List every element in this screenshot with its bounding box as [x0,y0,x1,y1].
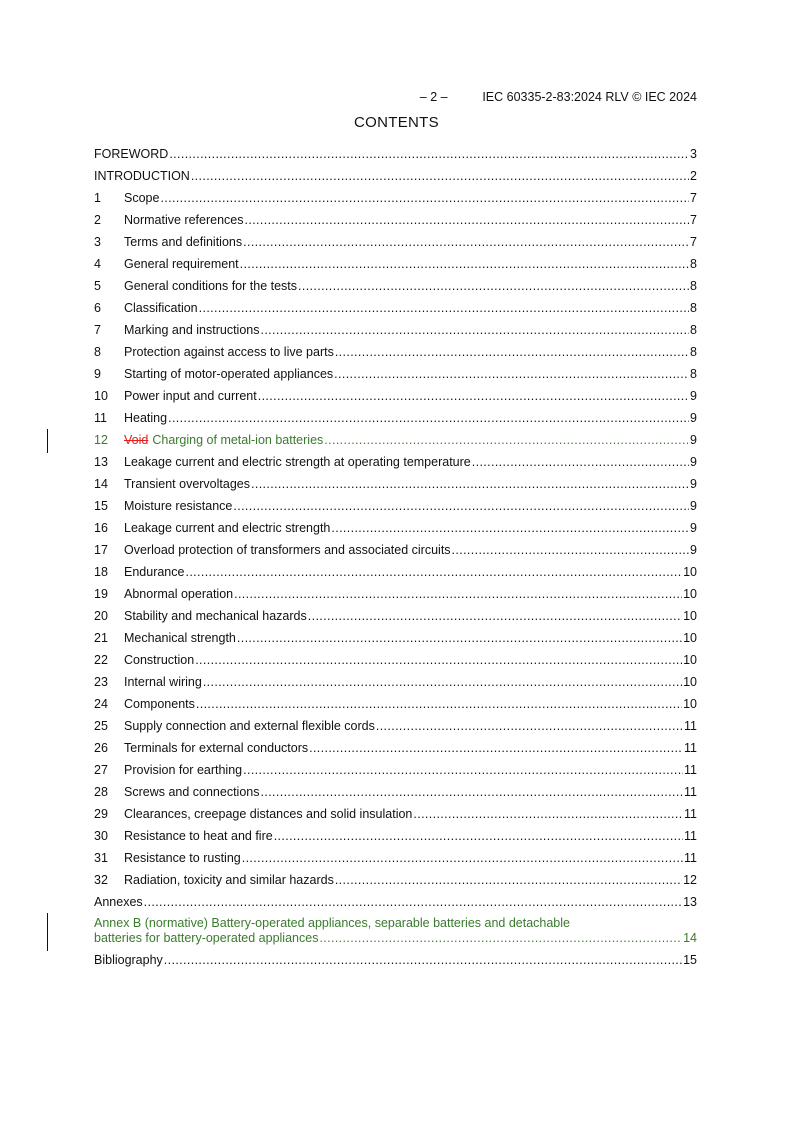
toc-label: FOREWORD [94,147,169,161]
toc-label: Power input and current [124,389,257,403]
toc-label: Endurance [124,565,185,579]
toc-page: 11 [684,719,697,733]
toc-label: Supply connection and external flexible cords [124,719,375,733]
toc-entry-clause[interactable] [94,652,697,674]
toc-label: Starting of motor-operated appliances [124,367,334,381]
clause-number: 8 [94,345,101,359]
toc-page: 9 [690,543,697,557]
toc-label: Overload protection of transformers and associated circuits [124,543,451,557]
table-of-contents [94,146,697,974]
dot-leader [324,432,689,448]
toc-entry-clause[interactable] [94,388,697,410]
dot-leader [413,806,683,822]
clause-number: 32 [94,873,108,887]
toc-label: Screws and connections [124,785,260,799]
dot-leader [169,146,689,162]
page-title: CONTENTS [354,114,439,131]
toc-label: Transient overvoltages [124,477,250,491]
toc-label: Provision for earthing [124,763,243,777]
toc-page: 8 [690,345,697,359]
toc-entry-clause[interactable] [94,366,697,388]
toc-page: 8 [690,301,697,315]
dot-leader [335,344,689,360]
dot-leader [185,564,682,580]
toc-entry-clause[interactable] [94,696,697,718]
toc-entry-clause[interactable] [94,234,697,256]
toc-page: 12 [683,873,697,887]
toc-page: 10 [683,675,697,689]
toc-entry-clause[interactable] [94,784,697,806]
toc-entry-clause[interactable] [94,278,697,300]
dot-leader [274,828,683,844]
toc-label: General conditions for the tests [124,279,298,293]
toc-entry-clause[interactable] [94,344,697,366]
clause-number: 2 [94,213,101,227]
toc-entry-clause[interactable] [94,608,697,630]
toc-page: 10 [683,565,697,579]
dot-leader [335,872,682,888]
toc-entry-annex-b[interactable] [94,916,697,946]
clause-number: 22 [94,653,108,667]
clause-number: 11 [94,411,107,425]
clause-number: 18 [94,565,108,579]
toc-page: 9 [690,499,697,513]
toc-label: Clearances, creepage distances and solid insulation [124,807,413,821]
clause-number: 3 [94,235,101,249]
toc-entry-clause[interactable] [94,542,697,564]
toc-label: Resistance to rusting [124,851,241,865]
toc-entry-annexes[interactable] [94,894,697,916]
toc-label: Components [124,697,195,711]
toc-label: Radiation, toxicity and similar hazards [124,873,334,887]
toc-page: 8 [690,367,697,381]
toc-entry-clause[interactable] [94,564,697,586]
clause-number: 27 [94,763,108,777]
clause-number: 5 [94,279,101,293]
toc-entry-clause[interactable] [94,806,697,828]
toc-entry-clause[interactable] [94,476,697,498]
toc-label: Abnormal operation [124,587,234,601]
clause-number: 9 [94,367,101,381]
clause-number: 14 [94,477,108,491]
page-number: – 2 – [419,90,448,104]
toc-label: Leakage current and electric strength at operating temperature [124,455,471,469]
toc-label-line2: batteries for battery-operated appliances [94,931,319,945]
dot-leader [472,454,689,470]
dot-leader [309,740,683,756]
clause-number: 10 [94,389,108,403]
clause-number: 13 [94,455,108,469]
toc-entry-clause[interactable] [94,674,697,696]
dot-leader [237,630,682,646]
dot-leader [376,718,683,734]
clause-number: 29 [94,807,108,821]
clause-number: 25 [94,719,108,733]
toc-entry-clause[interactable] [94,850,697,872]
toc-label: Normative references [124,213,244,227]
dot-leader [334,366,689,382]
clause-number: 31 [94,851,108,865]
toc-label: Stability and mechanical hazards [124,609,307,623]
toc-entry-clause[interactable] [94,872,697,894]
toc-label: Construction [124,653,195,667]
clause-number: 24 [94,697,108,711]
dot-leader [308,608,682,624]
running-header [94,76,697,104]
dot-leader [164,952,682,968]
toc-entry-bibliography[interactable] [94,952,697,974]
toc-entry-clause[interactable] [94,828,697,850]
toc-page: 10 [683,697,697,711]
toc-entry-clause[interactable] [94,762,697,784]
toc-page: 13 [683,895,697,909]
toc-label: Protection against access to live parts [124,345,334,359]
toc-page: 15 [683,953,697,967]
toc-label: Internal wiring [124,675,202,689]
document-reference: IEC 60335-2-83:2024 RLV © IEC 2024 [482,90,697,104]
toc-entry-clause[interactable] [94,586,697,608]
toc-page: 8 [690,257,697,271]
toc-page: 11 [684,741,697,755]
toc-entry-clause[interactable] [94,498,697,520]
toc-page: 11 [684,785,697,799]
toc-page: 9 [690,433,697,447]
toc-label: Scope [124,191,160,205]
dot-leader [233,498,689,514]
toc-entry-clause[interactable] [94,520,697,542]
toc-entry-introduction[interactable] [94,168,697,190]
clause-number: 30 [94,829,108,843]
dot-leader [168,410,689,426]
toc-entry-foreword[interactable] [94,146,697,168]
toc-page: 11 [684,763,697,777]
clause-number: 28 [94,785,108,799]
toc-label: Annexes [94,895,143,909]
inserted-text: Charging of metal-ion batteries [152,433,324,447]
toc-page: 3 [690,147,697,161]
clause-number: 16 [94,521,108,535]
clause-number: 1 [94,191,101,205]
toc-label: Resistance to heat and fire [124,829,273,843]
dot-leader [196,696,682,712]
dot-leader [245,212,690,228]
clause-number: 20 [94,609,108,623]
dot-leader [251,476,689,492]
toc-entry-clause[interactable] [94,212,697,234]
dot-leader [243,762,683,778]
toc-entry-clause[interactable] [94,300,697,322]
dot-leader [203,674,682,690]
toc-label: INTRODUCTION [94,169,190,183]
toc-page: 7 [690,213,697,227]
clause-number: 23 [94,675,108,689]
toc-page: 8 [690,279,697,293]
toc-entry-clause[interactable] [94,630,697,652]
toc-page: 11 [684,829,697,843]
dot-leader [199,300,689,316]
dot-leader [234,586,682,602]
change-bar [47,429,48,453]
clause-number: 19 [94,587,108,601]
toc-label: Bibliography [94,953,163,967]
toc-page: 14 [683,931,697,945]
dot-leader [195,652,682,668]
toc-entry-clause[interactable] [94,256,697,278]
dot-leader [160,190,689,206]
toc-label: Heating [124,411,168,425]
dot-leader [260,322,689,338]
toc-page: 9 [690,411,697,425]
toc-entry-clause[interactable] [94,718,697,740]
toc-label: Marking and instructions [124,323,260,337]
toc-label: Moisture resistance [124,499,233,513]
toc-label: Mechanical strength [124,631,236,645]
dot-leader [331,520,689,536]
dot-leader [319,931,682,946]
toc-label [124,432,323,448]
toc-entry-clause[interactable] [94,740,697,762]
clause-number: 6 [94,301,101,315]
dot-leader [191,168,689,184]
toc-entry-clause[interactable] [94,322,697,344]
toc-page: 11 [684,807,697,821]
toc-label: Terms and definitions [124,235,243,249]
toc-entry-clause[interactable] [94,190,697,212]
toc-page: 2 [690,169,697,183]
dot-leader [261,784,684,800]
toc-label: General requirement [124,257,239,271]
dot-leader [240,256,689,272]
toc-page: 7 [690,191,697,205]
toc-page: 10 [683,609,697,623]
clause-number: 7 [94,323,101,337]
toc-page: 11 [684,851,697,865]
dot-leader [298,278,689,294]
clause-number: 17 [94,543,108,557]
clause-list [94,190,697,894]
clause-number: 15 [94,499,108,513]
clause-number: 26 [94,741,108,755]
toc-page: 10 [683,631,697,645]
toc-page: 9 [690,389,697,403]
toc-page: 7 [690,235,697,249]
clause-number: 21 [94,631,108,645]
toc-entry-clause[interactable] [94,454,697,476]
toc-label: Terminals for external conductors [124,741,309,755]
dot-leader [243,234,689,250]
toc-page: 9 [690,521,697,535]
toc-page: 10 [683,653,697,667]
toc-page: 8 [690,323,697,337]
toc-page: 10 [683,587,697,601]
dot-leader [144,894,682,910]
toc-page: 9 [690,455,697,469]
dot-leader [242,850,683,866]
clause-number: 4 [94,257,101,271]
toc-label: Leakage current and electric strength [124,521,331,535]
change-bar [47,913,48,951]
toc-page: 9 [690,477,697,491]
toc-label: Classification [124,301,198,315]
dot-leader [452,542,690,558]
toc-entry-clause[interactable] [94,410,697,432]
deleted-text: Void [124,433,149,447]
toc-label-line1: Annex B (normative) Battery-operated appliances, separable batteries and detachable [94,916,570,930]
clause-number: 12 [94,433,108,447]
toc-entry-clause[interactable] [94,432,697,454]
dot-leader [258,388,689,404]
